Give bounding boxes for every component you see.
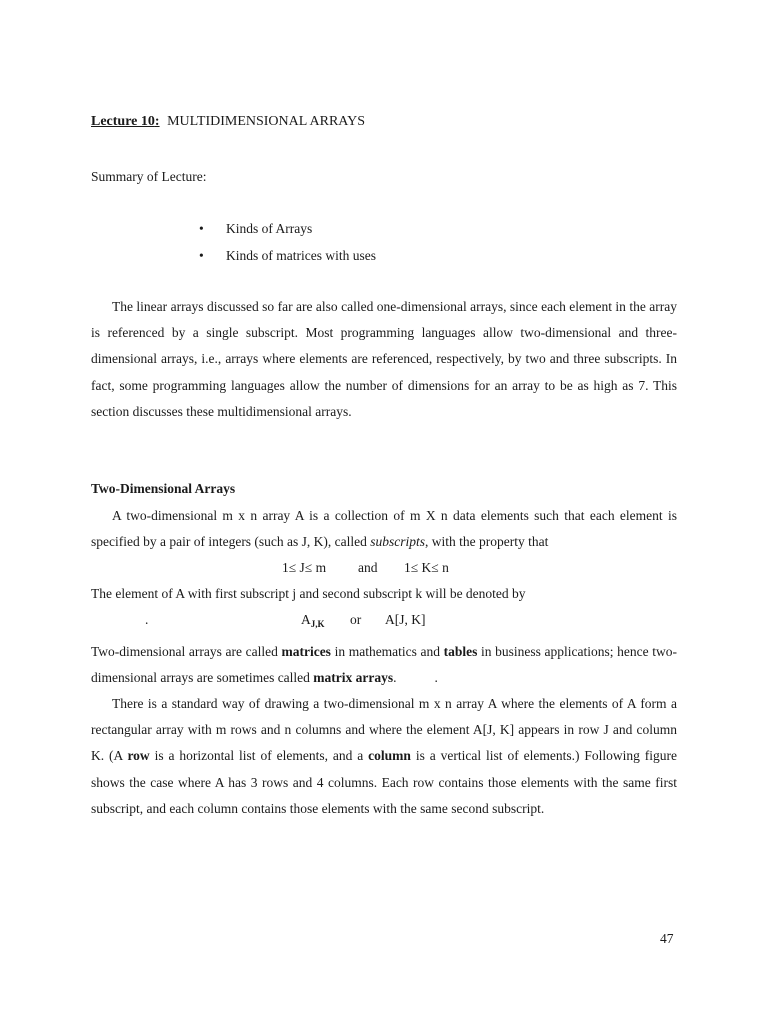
drawing-paragraph: There is a standard way of drawing a two-dimensional m x n array A where the elements of A form a rectangular array with m rows and n columns and where the element A[J, K] appears in row J and column K. (A row is a horizontal list of elements, and a column is a vertical list of elements.) Following figure shows the case where A has 3 rows and 4 columns. Each row contains those elements with the same first subscript, and each column contains those elements with the same second subscript. (91, 696, 677, 816)
notation-dot: . (145, 612, 149, 627)
denotation-text: The element of A with first subscript j and second subscript k will be denoted by (91, 586, 526, 601)
row-term: row (127, 748, 150, 764)
section-title: Two-Dimensional Arrays (91, 481, 236, 496)
matrices-paragraph: Two-dimensional arrays are called matrices in mathematics and tables in business applications; hence two-dimensional arrays are sometimes called matrix arrays. . (91, 644, 677, 686)
notation-subscript-form: $A_{J,K}$ (301, 612, 325, 629)
definition-text: A two-dimensional m x n array A is a collection of m X n data elements such that each element is specified by a pair of integers (such as J, K), called (91, 508, 677, 550)
list-item (199, 247, 376, 274)
summary-list (199, 220, 376, 274)
summary-label: Summary of Lecture: (91, 169, 207, 184)
condition-left: 1≤ J≤ m (282, 560, 327, 575)
list-item (199, 220, 376, 247)
trailing-dot: . (434, 670, 438, 686)
notation-or: or (350, 612, 362, 627)
page-number: 47 (660, 931, 674, 946)
definition-paragraph (91, 503, 677, 555)
matrices-term: matrices (281, 644, 331, 659)
lecture-title: MULTIDIMENSIONAL ARRAYS (167, 114, 366, 129)
tables-term: tables (443, 644, 478, 659)
lecture-heading (91, 114, 365, 130)
lecture-colon: : (154, 114, 160, 129)
intro-paragraph-text: The linear arrays discussed so far are also called one-dimensional arrays, since each element in the array is referenced by a single subscript. Most programming languages allow two-dimensional and three-dimensional arrays, i.e., arrays where elements are referenced, respectively, by two and three subscripts. In fact, some programming languages allow the number of dimensions for an array to be as high as 7. This section discusses these multidimensional arrays. (91, 299, 677, 419)
column-term: column (368, 748, 411, 764)
subscripts-term: subscripts (370, 534, 426, 550)
matrix-arrays-term: matrix arrays (313, 670, 394, 686)
list-item-text: Kinds of matrices with uses (226, 248, 376, 263)
list-item-text: Kinds of Arrays (226, 221, 313, 236)
condition-and: and (358, 560, 378, 575)
lecture-label: Lecture 10 (91, 114, 155, 129)
bullet-icon: • (199, 248, 204, 263)
notation-bracket-form: A[J, K] (385, 612, 426, 627)
definition-text-end: , with the property that (425, 534, 549, 550)
bullet-icon: • (199, 221, 204, 236)
intro-paragraph (91, 294, 677, 425)
condition-right: 1≤ K≤ n (404, 560, 449, 575)
